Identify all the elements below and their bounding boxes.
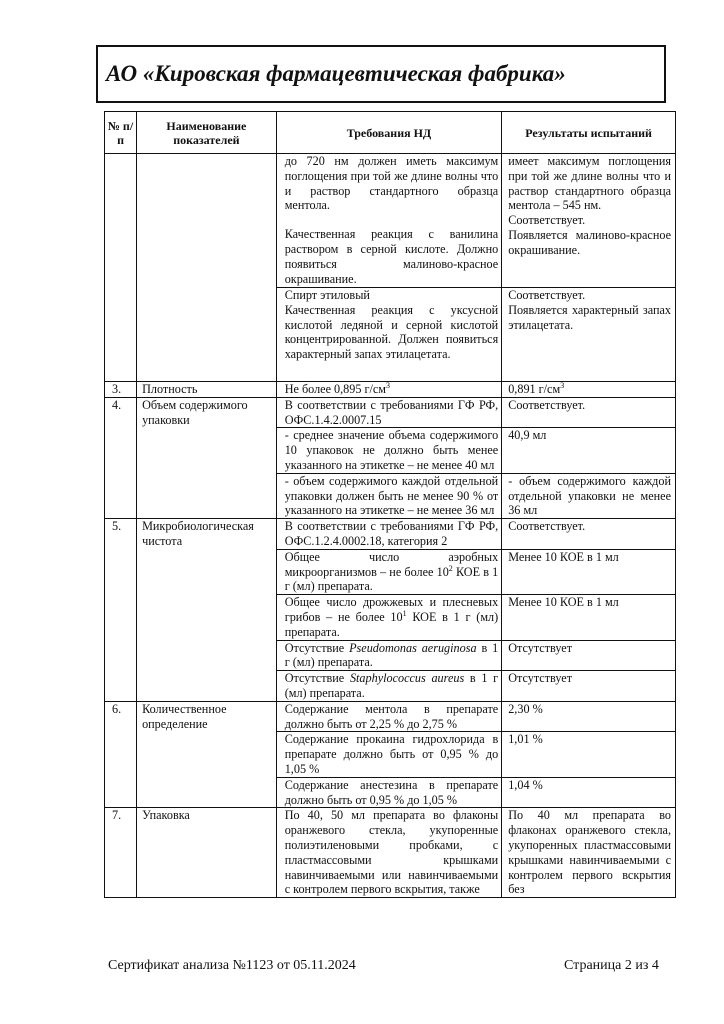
table-header-row [105, 112, 676, 154]
req-cell [276, 473, 502, 518]
req-cell [276, 732, 502, 777]
row-name: Упаковка [137, 808, 277, 898]
res-text: Менее 10 КОЕ в 1 мл [508, 595, 619, 610]
res-cell [502, 549, 676, 594]
res-cell [502, 808, 676, 898]
table-row [105, 154, 676, 288]
req-text: Общее число дрожжевых и плесневых грибов – не более 10 [284, 595, 499, 624]
res-cell [502, 701, 676, 732]
row-name: Объем содержимого упаковки [137, 397, 277, 518]
req-text: По 40, 50 мл препарата во флаконы оранжевого стекла, укупоренные полиэтиленовыми пробками, с пластмассовыми крышками навинчиваемыми или навинчиваемыми с контролем первого вскрытия, также [284, 808, 499, 897]
res-text: Соответствует. [508, 288, 586, 302]
row-name [137, 154, 277, 382]
req-cell [276, 777, 502, 808]
page-number: Страница 2 из 4 [564, 958, 659, 973]
row-name: Плотность [137, 382, 277, 398]
row-num: 3. [105, 382, 137, 398]
table-row [105, 382, 676, 398]
req-italic: Pseudomonas aeruginosa [349, 640, 477, 655]
req-text: Не более 0,895 г/см [284, 382, 387, 396]
unit-sup: 3 [386, 381, 391, 390]
req-cell [276, 397, 502, 428]
req-text: КОЕ в 1 г (мл) препарата. [284, 564, 499, 594]
row-num [105, 154, 137, 382]
row-num: 7. [105, 808, 137, 898]
certificate-table [104, 111, 676, 898]
company-header [96, 45, 666, 103]
req-cell [276, 671, 502, 702]
certificate-footer: Сертификат анализа №1123 от 05.11.2024 [108, 958, 356, 973]
row-name: Количественное определение [137, 701, 277, 808]
req-text: Содержание прокаина гидрохлорида в препарате должно быть от 0,95 % до 1,05 % [284, 732, 499, 776]
res-text: 2,30 % [508, 701, 543, 716]
row-num: 5. [105, 519, 137, 702]
table-row [105, 701, 676, 732]
res-cell [502, 640, 676, 671]
req-cell [276, 154, 502, 288]
res-cell [502, 473, 676, 518]
table-row [105, 808, 676, 898]
res-text: 1,01 % [508, 732, 543, 747]
res-cell [502, 777, 676, 808]
req-text: Общее число аэробных микроорганизмов – не более 10 [284, 549, 499, 579]
req-cell [276, 428, 502, 473]
res-text: 1,04 % [508, 777, 543, 792]
req-text: КОЕ в 1 г (мл) препарата. [284, 609, 499, 639]
req-italic: Staphylococcus aureus [349, 671, 465, 686]
res-cell [502, 428, 676, 473]
req-text: Качественная реакция с ванилина раствором в серной кислоте. Должно появиться малиново-красное окрашивание. [284, 227, 499, 286]
res-text: Появляется малиново-красное окрашивание. [508, 227, 671, 257]
res-text: имеет максимум поглощения при той же длине волны что и раствор стандартного образца ментола – 545 нм. [508, 154, 671, 213]
res-cell [502, 397, 676, 428]
res-text: Отсутствует [508, 640, 573, 655]
res-cell [502, 382, 676, 398]
req-text: Содержание анестезина в препарате должно быть от 0,95 % до 1,05 % [284, 777, 499, 807]
req-text: до 720 нм должен иметь максимум поглощения при той же длине волны что и раствор стандартного образца ментола. [284, 154, 499, 213]
res-text: 0,891 г/см [508, 382, 561, 396]
header-name: Наименование показателей [137, 112, 277, 154]
req-text: - среднее значение объема содержимого 10 упаковок не должно быть менее указанного на этикетке – не менее 40 мл [284, 428, 499, 472]
exp-sup: 2 [448, 563, 453, 573]
req-text: В соответствии с требованиями ГФ РФ, ОФС.1.4.2.0007.15 [284, 397, 499, 427]
req-cell [276, 382, 502, 398]
header-req: Требования НД [276, 112, 502, 154]
row-name: Микробиологическая чистота [137, 519, 277, 702]
res-text: Появляется характерный запах этилацетата. [508, 302, 671, 332]
res-cell [502, 288, 676, 382]
res-text: 40,9 мл [508, 428, 547, 443]
req-cell [276, 595, 502, 640]
res-text: Соответствует. [508, 397, 586, 412]
header-num: № п/п [105, 112, 137, 154]
req-cell [276, 519, 502, 550]
req-cell [276, 701, 502, 732]
req-text: Содержание ментола в препарате должно быть от 2,25 % до 2,75 % [284, 701, 499, 731]
req-text: Спирт этиловый [284, 288, 370, 302]
req-text: В соответствии с требованиями ГФ РФ, ОФС.1.2.4.0002.18, категория 2 [284, 519, 499, 548]
req-text: Отсутствие [284, 640, 350, 655]
res-cell [502, 732, 676, 777]
req-text: Качественная реакция с уксусной кислотой ледяной и серной кислотой концентрированной. Должен появиться характерный запах этилацетата. [284, 302, 499, 362]
res-cell [502, 154, 676, 288]
table-row [105, 519, 676, 550]
exp-sup: 1 [402, 608, 407, 618]
row-num: 4. [105, 397, 137, 518]
res-cell [502, 671, 676, 702]
res-text: Соответствует. [508, 213, 586, 228]
req-cell [276, 808, 502, 898]
res-text: Отсутствует [508, 671, 573, 686]
res-text: - объем содержимого каждой отдельной упаковки не менее 36 мл [508, 473, 671, 518]
req-text: в 1 г (мл) препарата. [284, 640, 499, 670]
row-num: 6. [105, 701, 137, 808]
res-text: По 40 мл препарата во флаконах оранжевого стекла, укупоренных пластмассовыми крышками навинчиваемыми с контролем первого вскрытия без [508, 808, 671, 897]
header-res: Результаты испытаний [502, 112, 676, 154]
res-text: Соответствует. [508, 519, 586, 534]
res-cell [502, 595, 676, 640]
unit-sup: 3 [560, 381, 565, 390]
req-cell [276, 640, 502, 671]
req-text: Отсутствие [284, 671, 350, 686]
req-cell [276, 549, 502, 594]
res-cell [502, 519, 676, 550]
company-title: АО «Кировская фармацевтическая фабрика» [106, 61, 566, 86]
req-text: в 1 г (мл) препарата. [284, 671, 499, 700]
res-text: Менее 10 КОЕ в 1 мл [508, 549, 619, 564]
req-cell [276, 288, 502, 382]
table-row [105, 397, 676, 428]
req-text: - объем содержимого каждой отдельной упаковки должен быть не менее 90 % от указанного на этикетке – не менее 36 мл [284, 473, 499, 518]
